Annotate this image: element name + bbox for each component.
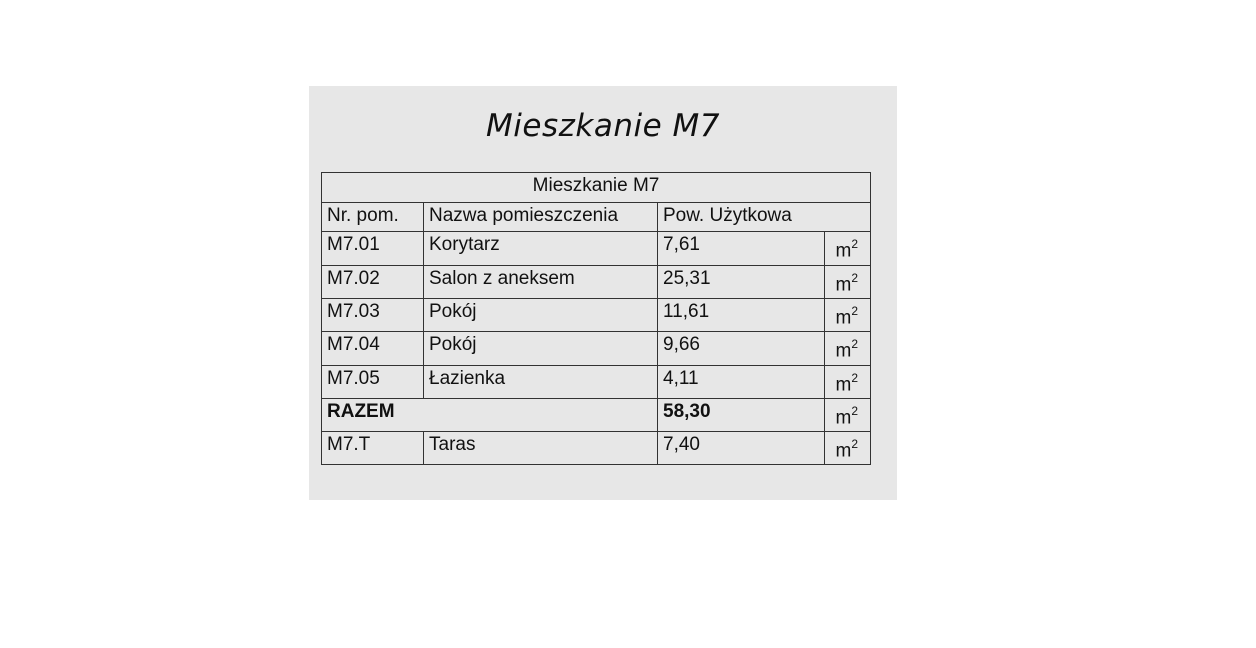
room-area: 4,11 (658, 365, 825, 398)
room-number: M7.01 (322, 232, 424, 265)
room-number: M7.T (322, 432, 424, 465)
table-header-row (322, 202, 871, 232)
unit-base: m (835, 440, 852, 462)
unit-base: m (835, 373, 852, 395)
unit-exponent: 2 (851, 370, 859, 385)
unit-cell (825, 265, 871, 298)
header-name: Nazwa pomieszczenia (424, 202, 658, 232)
unit-cell (825, 332, 871, 365)
total-row (322, 398, 871, 431)
table-row (322, 265, 871, 298)
unit-exponent: 2 (851, 270, 859, 285)
unit-exponent: 2 (851, 437, 859, 452)
room-area: 7,40 (658, 432, 825, 465)
room-area: 25,31 (658, 265, 825, 298)
unit-base: m (835, 307, 852, 329)
total-area: 58,30 (658, 398, 825, 431)
room-area: 11,61 (658, 298, 825, 331)
unit-base: m (835, 273, 852, 295)
room-number: M7.04 (322, 332, 424, 365)
room-name: Łazienka (424, 365, 658, 398)
table-row (322, 298, 871, 331)
table-row (322, 432, 871, 465)
room-area: 7,61 (658, 232, 825, 265)
rooms-table (321, 172, 871, 465)
room-number: M7.05 (322, 365, 424, 398)
unit-cell (825, 298, 871, 331)
room-name: Pokój (424, 332, 658, 365)
room-number: M7.03 (322, 298, 424, 331)
header-number: Nr. pom. (322, 202, 424, 232)
table-caption-row (322, 173, 871, 203)
unit-base: m (835, 340, 852, 362)
page-title: Mieszkanie M7 (486, 108, 720, 144)
room-number: M7.02 (322, 265, 424, 298)
unit-base: m (835, 240, 852, 262)
unit-base: m (835, 407, 852, 429)
unit-cell (825, 432, 871, 465)
table-row (322, 332, 871, 365)
total-label: RAZEM (322, 398, 658, 431)
table-row (322, 365, 871, 398)
apartment-card (309, 86, 897, 500)
unit-exponent: 2 (851, 303, 859, 318)
room-name: Pokój (424, 298, 658, 331)
unit-exponent: 2 (851, 237, 859, 252)
room-name: Salon z aneksem (424, 265, 658, 298)
unit-cell (825, 398, 871, 431)
unit-exponent: 2 (851, 403, 859, 418)
room-name: Korytarz (424, 232, 658, 265)
room-area: 9,66 (658, 332, 825, 365)
header-area: Pow. Użytkowa (658, 202, 871, 232)
room-name: Taras (424, 432, 658, 465)
unit-cell (825, 232, 871, 265)
table-row (322, 232, 871, 265)
table-caption: Mieszkanie M7 (322, 173, 871, 203)
unit-exponent: 2 (851, 337, 859, 352)
unit-cell (825, 365, 871, 398)
